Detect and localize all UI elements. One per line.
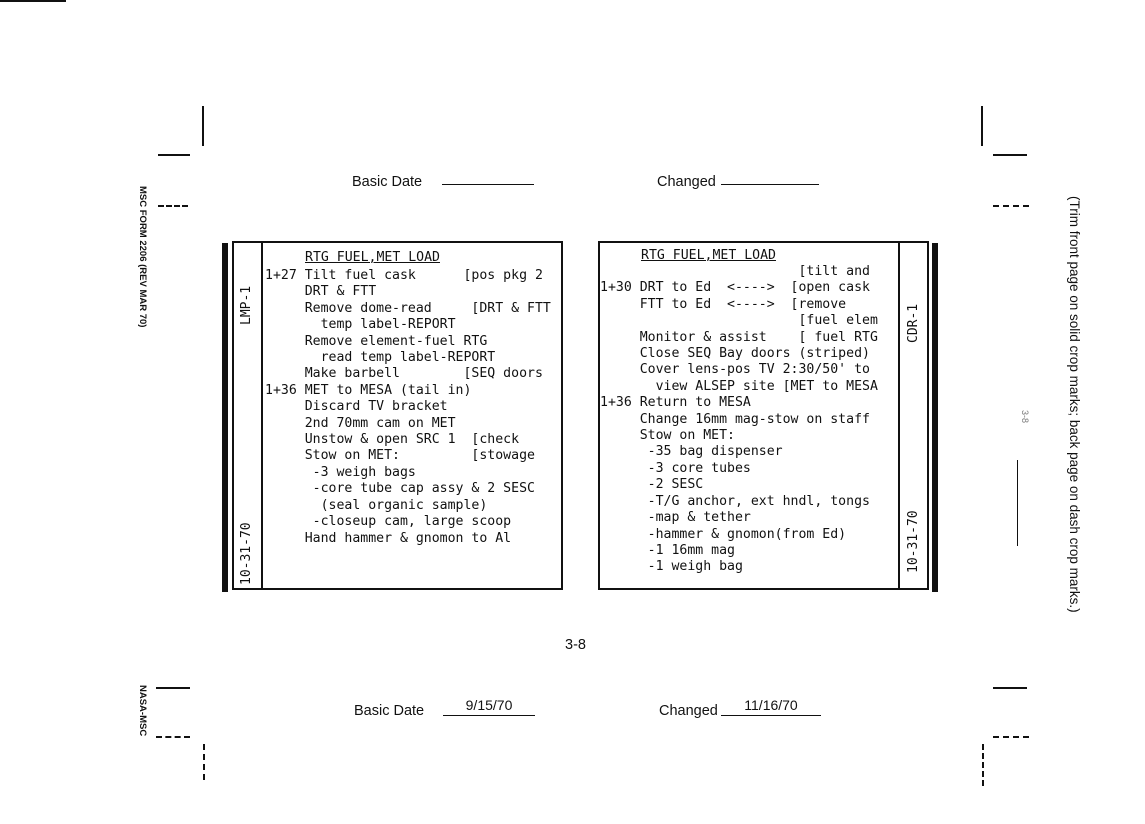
bottom-basic-date-label: Basic Date (354, 703, 425, 719)
card-title: RTG FUEL,MET LOAD (305, 250, 440, 265)
top-changed-field (721, 184, 819, 185)
crop-mark (156, 687, 190, 689)
crop-mark-dashed (158, 205, 188, 207)
bottom-basic-date-value: 9/15/70 (465, 697, 513, 713)
agency-label: NASA-MSC (137, 685, 148, 737)
left-checklist-card (232, 241, 563, 590)
checklist-line: -2 SESC (600, 477, 704, 493)
checklist-line: Monitor & assist [ fuel RTG (600, 329, 878, 345)
checklist-line: Change 16mm mag-stow on staff (600, 411, 870, 427)
top-basic-date-label: Basic Date (352, 174, 423, 190)
checklist-line: -35 bag dispenser (600, 444, 783, 460)
crop-mark-dashed (993, 736, 1029, 738)
checklist-line: Unstow & open SRC 1 [check (265, 432, 520, 448)
crop-mark (993, 154, 1027, 156)
crop-mark (158, 154, 190, 156)
crop-mark-dashed (156, 736, 190, 738)
top-changed-label: Changed (657, 174, 716, 190)
checklist-line: -hammer & gnomon(from Ed) (600, 526, 847, 542)
checklist-line: read temp label-REPORT (265, 350, 496, 366)
checklist-line: -3 core tubes (600, 460, 751, 476)
bottom-changed-field (721, 697, 821, 716)
form-label: MSC FORM 2206 (REV MAR 70) (137, 186, 148, 328)
checklist-line: Stow on MET: (600, 428, 735, 444)
checklist-line: temp label-REPORT (265, 317, 456, 333)
checklist-line: 1+27 Tilt fuel cask [pos pkg 2 (265, 268, 543, 283)
checklist-line: [fuel elem (600, 313, 878, 329)
side-date: 10-31-70 (906, 510, 921, 573)
bottom-changed-value: 11/16/70 (744, 697, 798, 713)
crop-mark-dashed (982, 744, 984, 786)
right-checklist-card (598, 241, 929, 590)
margin-mark: 3-8 (1020, 410, 1030, 424)
checklist-line: view ALSEP site [MET to MESA (600, 378, 878, 394)
side-label: LMP-1 (239, 285, 254, 325)
checklist-line: -core tube cap assy & 2 SESC (265, 481, 535, 497)
checklist-line: -closeup cam, large scoop (265, 514, 512, 530)
checklist-line: -3 weigh bags (265, 464, 416, 480)
checklist-line: Cover lens-pos TV 2:30/50' to (600, 362, 870, 378)
checklist-line: Remove dome-read [DRT & FTT (265, 300, 551, 316)
crop-mark (981, 106, 983, 146)
top-basic-date-field (442, 184, 534, 185)
checklist-line: Remove element-fuel RTG (265, 333, 488, 349)
bottom-basic-date-field (443, 697, 535, 716)
corner-rule (0, 0, 66, 2)
checklist-line: Discard TV bracket (265, 399, 448, 415)
checklist-line: FTT to Ed <----> [remove (600, 296, 847, 312)
trim-note: (Trim front page on solid crop marks; back page on dash crop marks.) (1067, 196, 1082, 613)
side-label: CDR-1 (906, 303, 921, 343)
checklist-line: 1+36 Return to MESA (600, 395, 751, 411)
checklist-line: -1 16mm mag (600, 542, 735, 558)
checklist-line: 2nd 70mm cam on MET (265, 415, 456, 431)
side-strip-divider (898, 243, 900, 588)
bottom-changed-label: Changed (659, 703, 718, 719)
checklist-line: Close SEQ Bay doors (striped) (600, 346, 870, 362)
card-body (600, 264, 878, 576)
card-title: RTG FUEL,MET LOAD (641, 248, 776, 263)
checklist-line: Make barbell [SEQ doors (265, 366, 543, 382)
checklist-line: Hand hammer & gnomon to Al (265, 530, 512, 546)
page-number: 3-8 (565, 637, 586, 653)
crop-mark (202, 106, 204, 146)
crop-mark-dashed (203, 744, 205, 780)
card-body (265, 268, 551, 547)
checklist-line: [tilt and (600, 264, 870, 279)
checklist-line: 1+36 MET to MESA (tail in) (265, 382, 472, 398)
side-strip-divider (261, 243, 263, 588)
checklist-line: Stow on MET: [stowage (265, 448, 535, 464)
checklist-line: 1+30 DRT to Ed <----> [open cask (600, 280, 870, 296)
checklist-line: (seal organic sample) (265, 497, 488, 513)
crop-mark (993, 687, 1027, 689)
checklist-line: -map & tether (600, 510, 751, 526)
margin-mark-line (1017, 460, 1018, 546)
checklist-line: -T/G anchor, ext hndl, tongs (600, 493, 870, 509)
side-date: 10-31-70 (239, 522, 254, 585)
card-edge-bar (222, 243, 228, 592)
card-edge-bar (932, 243, 938, 592)
crop-mark-dashed (993, 205, 1029, 207)
checklist-line: -1 weigh bag (600, 559, 743, 575)
checklist-line: DRT & FTT (265, 284, 377, 300)
